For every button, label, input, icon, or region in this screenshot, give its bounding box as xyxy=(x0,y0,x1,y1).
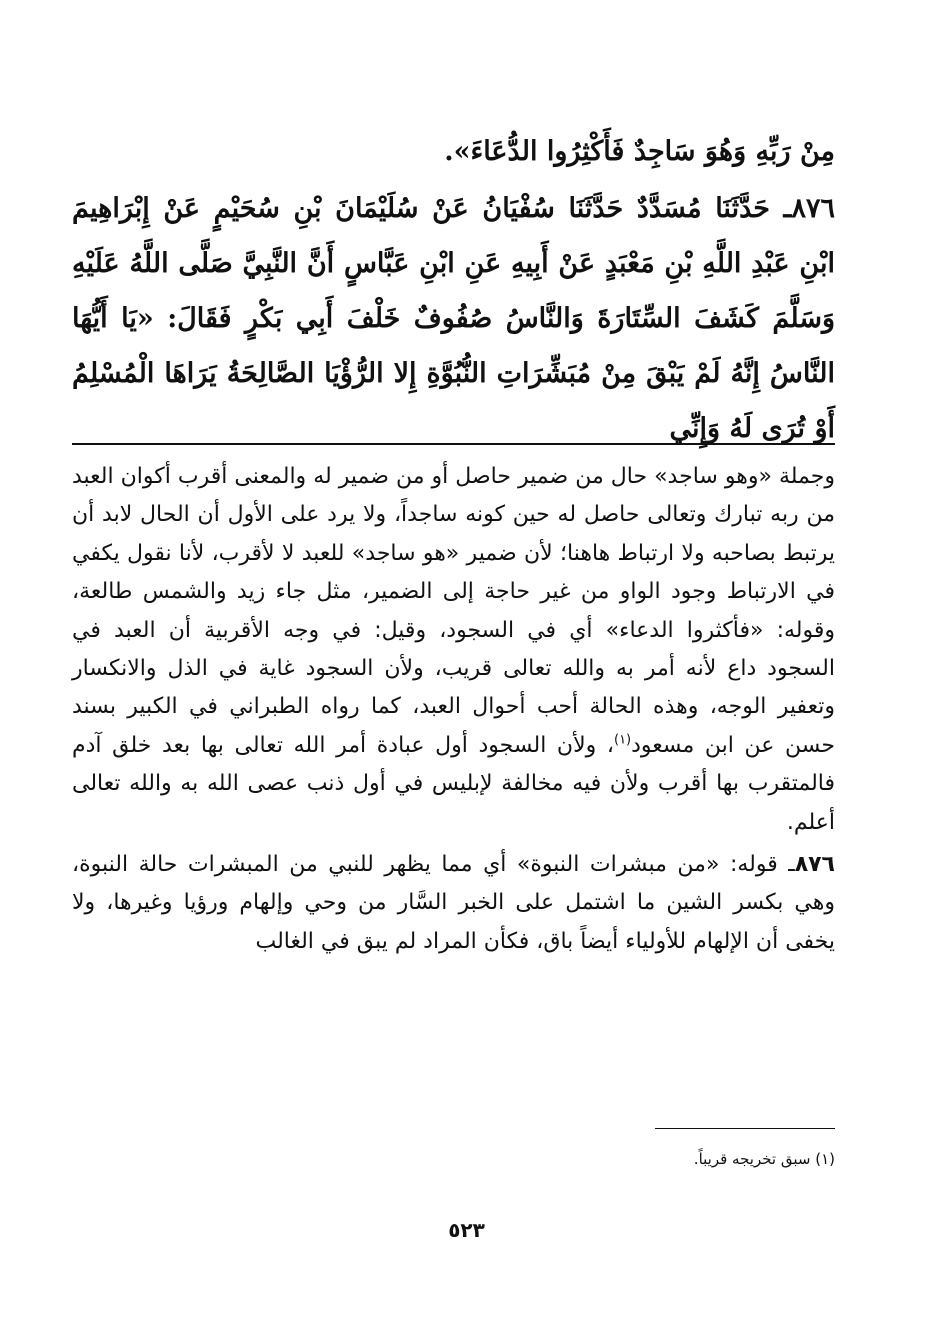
commentary-text-part-2: ، ولأن السجود أول عبادة أمر الله تعالى بها بعد خلق آدم فالمتقرب بها أقرب ولأن فيه مخالفة لإبليس في أول ذنب عصى الله به والله تعالى أعلم. xyxy=(72,732,835,835)
hadith-main-text xyxy=(72,124,835,456)
commentary-paragraph-2-text: ـ قوله: «من مبشرات النبوة» أي مما يظهر للنبي من المبشرات حالة النبوة، وهي بكسر الشين ما اشتمل على الخبر السَّار من وحي وإلهام ورؤيا وغيرها، ولا يخفى أن الإلهام للأولياء أيضاً باق، فكأن المراد لم يبق في الغالب xyxy=(72,852,835,954)
hadith-876 xyxy=(72,181,835,456)
page-number: ٥٢٣ xyxy=(448,1218,485,1242)
footnote-reference[interactable]: (١) xyxy=(613,732,632,748)
commentary-paragraph-2 xyxy=(72,846,835,961)
commentary-hadith-number: ٨٧٦ xyxy=(794,852,835,878)
section-divider xyxy=(72,443,835,445)
footnote: (١) سبق تخريجه قريباً. xyxy=(693,1150,835,1168)
commentary-paragraph-1 xyxy=(72,458,835,842)
footnote-divider xyxy=(655,1128,835,1129)
commentary-text-part-1: وجملة «وهو ساجد» حال من ضمير حاصل أو من ضمير له والمعنى أقرب أكوان العبد من ربه تبارك وتعالى حاصل له حين كونه ساجداً، ولا يرد على الأول أن الحال لابد أن يرتبط بصاحبه ولا ارتباط هاهنا؛ لأن ضمير «هو ساجد» للعبد لا لأقرب، لأنا نقول يكفي في الارتباط وجود الواو من غير حاجة إلى الضمير، مثل جاء زيد والشمس طالعة، وقوله: «فأكثروا الدعاء» أي في السجود، وقيل: في وجه الأقربية أن العبد في السجود داع لأنه أمر به والله تعالى قريب، ولأن السجود غاية في الذل والانكسار وتعفير الوجه، وهذه الحالة أحب أحوال العبد، كما رواه الطبراني في الكبير بسند حسن عن ابن مسعود xyxy=(72,464,835,758)
hadith-text: ـ حَدَّثَنَا مُسَدَّدٌ حَدَّثَنَا سُفْيَانُ عَنْ سُلَيْمَانَ بْنِ سُحَيْمٍ عَنْ إِبْرَاهِيمَ ابْنِ عَبْدِ اللَّهِ بْنِ مَعْبَدٍ عَنْ أَبِيهِ عَنِ ابْنِ عَبَّاسٍ أَنَّ النَّبِيَّ صَلَّى اللَّهُ عَلَيْهِ وَسَلَّمَ كَشَفَ السِّتَارَةَ وَالنَّاسُ صُفُوفٌ خَلْفَ أَبِي بَكْرٍ فَقَالَ: «يَا أَيُّهَا النَّاسُ إِنَّهُ لَمْ يَبْقَ مِنْ مُبَشِّرَاتِ النُّبُوَّةِ إِلا الرُّؤْيَا الصَّالِحَةُ يَرَاهَا الْمُسْلِمُ أَوْ تُرَى لَهُ وَإِنِّي xyxy=(72,193,835,444)
hadith-number: ٨٧٦ xyxy=(791,193,835,224)
previous-hadith-ending: مِنْ رَبِّهِ وَهُوَ سَاجِدٌ فَأَكْثِرُوا الدُّعَاءَ». xyxy=(444,136,835,167)
commentary-section xyxy=(72,458,835,961)
